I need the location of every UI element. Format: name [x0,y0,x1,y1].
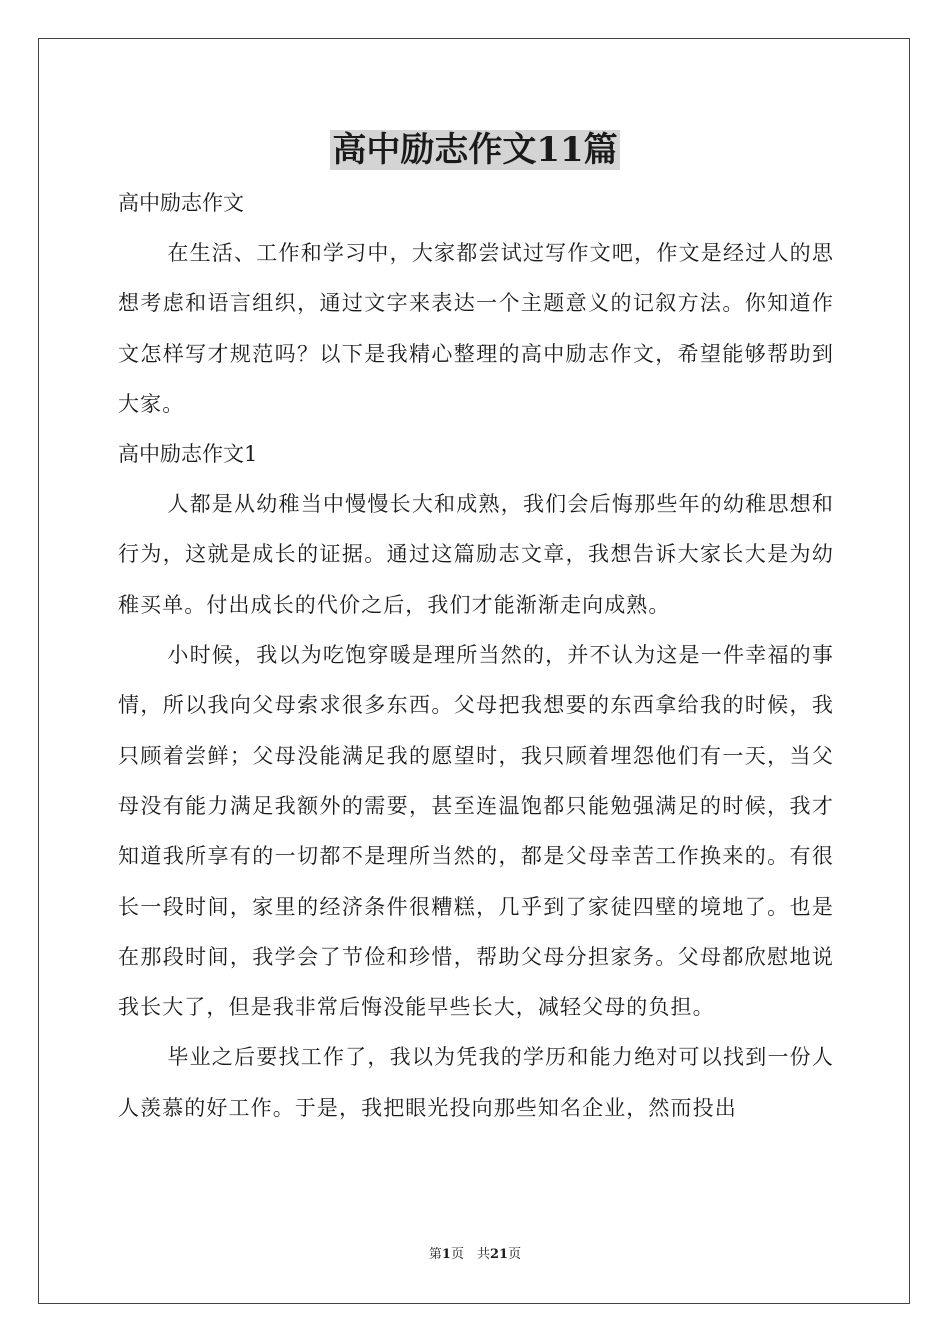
paragraph: 人都是从幼稚当中慢慢长大和成熟，我们会后悔那些年的幼稚思想和行为，这就是成长的证据。通过这篇励志文章，我想告诉大家长大是为幼稚买单。付出成长的代价之后，我们才能渐渐走向成熟。 [118,492,834,617]
paragraph: 小时候，我以为吃饱穿暖是理所当然的，并不认为这是一件幸福的事情，所以我向父母索求很多东西。父母把我想要的东西拿给我的时候，我只顾着尝鲜；父母没能满足我的愿望时，我只顾着埋怨他们有一天，当父母没有能力满足我额外的需要，甚至连温饱都只能勉强满足的时候，我才知道我所享有的一切都不是理所当然的，都是父母幸苦工作换来的。有很长一段时间，家里的经济条件很糟糕，几乎到了家徒四壁的境地了。也是在那段时间，我学会了节俭和珍惜，帮助父母分担家务。父母都欣慰地说我长大了，但是我非常后悔没能早些长大，减轻父母的负担。 [118,643,834,1020]
page-footer [0,1246,950,1264]
page-prefix: 第 [428,1247,442,1262]
page-number: 1 [441,1247,451,1262]
page-total: 21 [489,1247,509,1262]
page-mid: 页 共 [450,1247,490,1262]
page-suffix: 页 [508,1247,522,1262]
section-heading: 高中励志作文1 [118,442,258,467]
document-body [118,178,834,1133]
document-title-text: 高中励志作文11篇 [332,130,618,170]
paragraph: 毕业之后要找工作了，我以为凭我的学历和能力绝对可以找到一份人人羡慕的好工作。于是，我把眼光投向那些知名企业，然而投出 [118,1045,834,1120]
paragraph: 在生活、工作和学习中，大家都尝试过写作文吧，作文是经过人的思想考虑和语言组织，通过文字来表达一个主题意义的记叙方法。你知道作文怎样写才规范吗？以下是我精心整理的高中励志作文，希望能够帮助到大家。 [118,241,834,416]
document-title [0,128,950,172]
section-heading: 高中励志作文 [118,191,244,215]
